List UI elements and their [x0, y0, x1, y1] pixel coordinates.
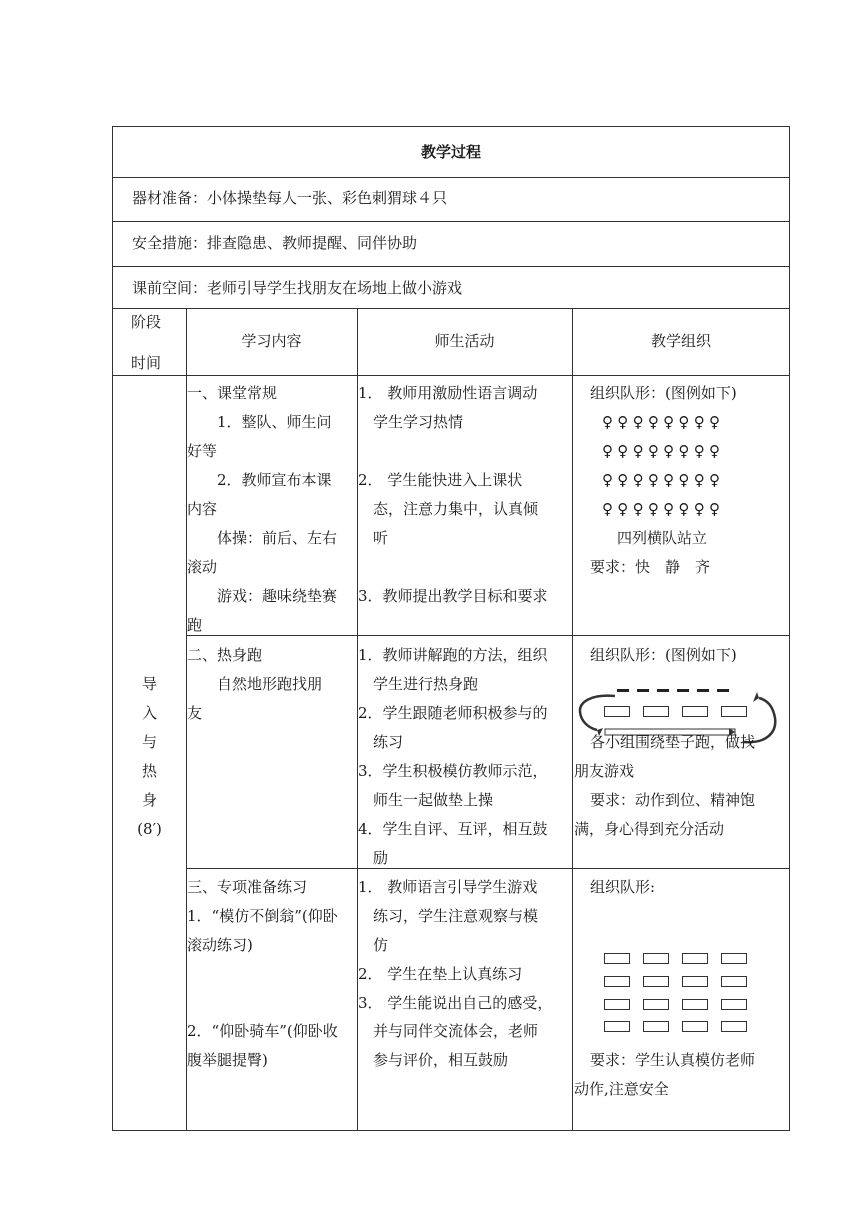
- organization-desc: 朋友游戏: [574, 762, 635, 780]
- mat: [721, 953, 747, 964]
- activity-line: 2． 学生在垫上认真练习: [358, 965, 523, 983]
- activity-line: 2． 学生能快进入上课状: [358, 471, 523, 489]
- mat: [721, 1021, 747, 1032]
- student-row-symbols: ♀♀♀♀♀♀♀♀: [602, 471, 725, 489]
- stage-time: (8′): [137, 820, 162, 838]
- table-title: 教学过程: [420, 143, 481, 161]
- organization-heading: 组织队形:: [590, 878, 656, 896]
- content-line: 腹举腿提臀): [187, 1051, 268, 1069]
- header-stage: 阶段: [131, 313, 162, 331]
- row-divider: [112, 177, 790, 178]
- mat: [604, 706, 630, 717]
- mat: [682, 953, 708, 964]
- activity-line: 练习，学生注意观察与模: [358, 907, 539, 925]
- content-line: 一、课堂常规: [187, 384, 278, 402]
- preclass-row: 课前空间：老师引导学生找朋友在场地上做小游戏: [132, 279, 463, 297]
- content-line: 三、专项准备练习: [187, 878, 308, 896]
- requirement-text: 动作,注意安全: [574, 1080, 669, 1098]
- mat: [604, 1021, 630, 1032]
- column-divider: [572, 308, 573, 1131]
- stage-char: 导: [141, 675, 157, 693]
- organization-desc: 各小组围绕垫子跑，做找: [590, 733, 756, 751]
- activity-line: 练习: [358, 733, 404, 751]
- formation-caption: 四列横队站立: [617, 529, 708, 547]
- row-divider: [112, 308, 790, 309]
- content-line: 2．“仰卧骑车”(仰卧收: [187, 1022, 338, 1040]
- activity-line: 3．学生积极模仿教师示范，: [358, 762, 548, 780]
- mat: [604, 953, 630, 964]
- activity-line: 师生一起做垫上操: [358, 791, 494, 809]
- content-line: 体操：前后、左右: [187, 529, 338, 547]
- content-line: 2．教师宣布本课: [187, 471, 332, 489]
- activity-line: 1． 教师用激励性语言调动: [358, 384, 538, 402]
- header-activity: 师生活动: [434, 332, 495, 350]
- mat: [604, 976, 630, 987]
- mat: [643, 953, 669, 964]
- mat: [721, 706, 747, 717]
- row-divider: [186, 868, 790, 869]
- content-line: 滚动练习): [187, 936, 253, 954]
- content-line: 游戏：趣味绕垫赛: [187, 587, 338, 605]
- header-organization: 教学组织: [650, 332, 711, 350]
- stage-char: 入: [141, 704, 157, 722]
- activity-line: 1．教师讲解跑的方法，组织: [358, 646, 548, 664]
- content-line: 跑: [187, 616, 203, 634]
- header-content: 学习内容: [241, 332, 302, 350]
- mat: [643, 999, 669, 1010]
- activity-line: 1． 教师语言引导学生游戏: [358, 878, 538, 896]
- mat: [721, 976, 747, 987]
- organization-heading: 组织队形：(图例如下): [590, 646, 737, 664]
- content-line: 友: [187, 704, 203, 722]
- stage-char: 身: [141, 791, 157, 809]
- mat: [682, 999, 708, 1010]
- activity-line: 仿: [358, 936, 389, 954]
- mat: [604, 999, 630, 1010]
- content-line: 滚动: [187, 558, 218, 576]
- requirement-text: 要求：动作到位、精神饱: [590, 791, 756, 809]
- activity-line: 参与评价，相互鼓励: [358, 1051, 509, 1069]
- activity-line: 并与同伴交流体会，老师: [358, 1022, 539, 1040]
- safety-row: 安全措施：排查隐患、教师提醒、同伴协助: [132, 234, 418, 252]
- content-line: 1．“模仿不倒翁”(仰卧: [187, 907, 338, 925]
- activity-line: 2．学生跟随老师积极参与的: [358, 704, 548, 722]
- requirement-text: 要求：快 静 齐: [590, 558, 711, 576]
- content-line: 1．整队、师生问: [187, 413, 332, 431]
- mat: [643, 976, 669, 987]
- content-line: 二、热身跑: [187, 646, 263, 664]
- activity-line: 3．教师提出教学目标和要求: [358, 587, 548, 605]
- student-row-symbols: ♀♀♀♀♀♀♀♀: [602, 413, 725, 431]
- activity-line: 励: [358, 849, 389, 867]
- content-line: 自然地形跑找朋: [187, 675, 323, 693]
- mat: [643, 1021, 669, 1032]
- mat: [682, 1021, 708, 1032]
- requirement-text: 满，身心得到充分活动: [574, 820, 725, 838]
- student-row-symbols: ♀♀♀♀♀♀♀♀: [602, 500, 725, 518]
- mat: [721, 999, 747, 1010]
- mat: [682, 976, 708, 987]
- stage-char: 与: [141, 733, 157, 751]
- row-divider: [112, 375, 790, 376]
- activity-line: 学生进行热身跑: [358, 675, 479, 693]
- stage-char: 热: [141, 762, 157, 780]
- mat: [643, 706, 669, 717]
- student-row-symbols: ♀♀♀♀♀♀♀♀: [602, 442, 725, 460]
- row-divider: [112, 266, 790, 267]
- content-line: 好等: [187, 442, 218, 460]
- organization-heading: 组织队形：(图例如下): [590, 384, 737, 402]
- mat: [682, 706, 708, 717]
- header-time: 时间: [131, 354, 162, 372]
- equipment-row: 器材准备：小体操垫每人一张、彩色刺猬球４只: [132, 189, 448, 207]
- activity-line: 学生学习热情: [358, 413, 464, 431]
- activity-line: 4．学生自评、互评，相互鼓: [358, 820, 548, 838]
- activity-line: 3． 学生能说出自己的感受，: [358, 994, 553, 1012]
- content-line: 内容: [187, 500, 218, 518]
- activity-line: 态，注意力集中，认真倾: [358, 500, 539, 518]
- activity-line: 听: [358, 529, 389, 547]
- requirement-text: 要求：学生认真模仿老师: [590, 1051, 756, 1069]
- row-divider: [112, 221, 790, 222]
- row-divider: [186, 635, 790, 636]
